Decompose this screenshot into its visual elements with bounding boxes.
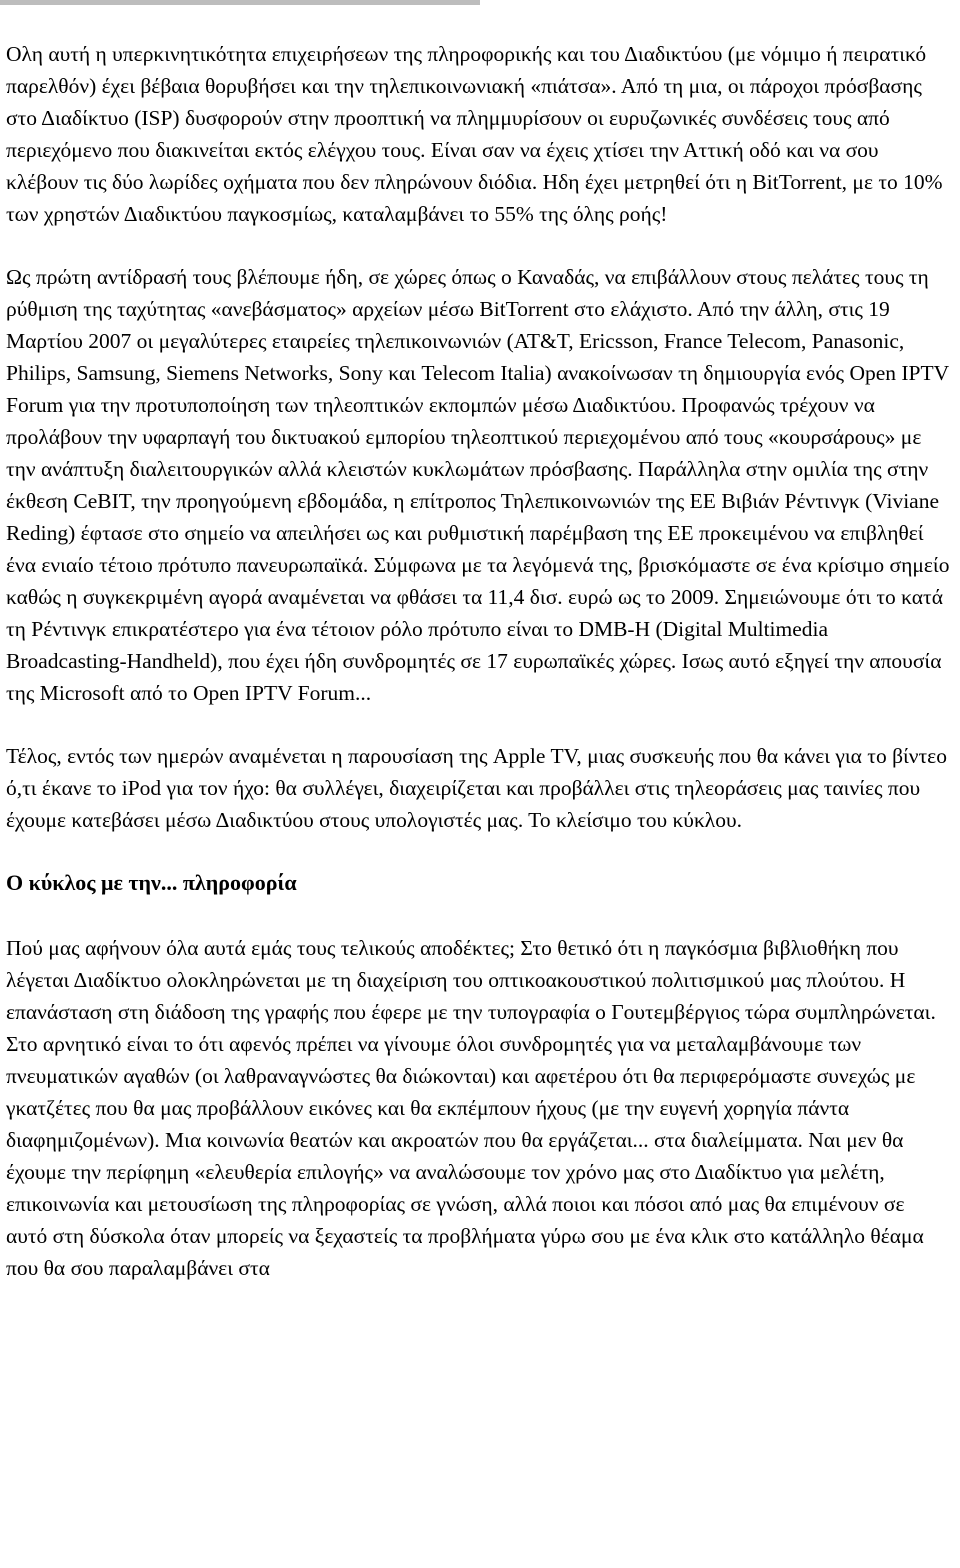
top-divider [0, 0, 480, 5]
document-body [6, 38, 950, 1315]
paragraph-information-cycle: Πού μας αφήνουν όλα αυτά εμάς τους τελικούς αποδέκτες; Στο θετικό ότι η παγκόσμια βιβλιοθήκη που λέγεται Διαδίκτυο ολοκληρώνεται με τη διαχείριση του οπτικοακουστικού πολιτισμικού μας πλούτου. Η επανάσταση στη διάδοση της γραφής που έφερε με την τυπογραφία ο Γουτεμβέργιος τώρα συμπληρώνεται. Στο αρνητικό είναι το ότι αφενός πρέπει να γίνουμε όλοι συνδρομητές για να μεταλαμβάνουμε των πνευματικών αγαθών (οι λαθραναγνώστες θα διώκονται) και αφετέρου ότι θα περιφερόμαστε συνεχώς με γκατζέτες που θα μας προβάλλουν εικόνες και θα εκπέμπουν ήχους (με την ευγενή χορηγία πάντα διαφημιζομένων). Μια κοινωνία θεατών και ακροατών που θα εργάζεται... στα διαλείμματα. Ναι μεν θα έχουμε την περίφημη «ελευθερία επιλογής» να αναλώσουμε τον χρόνο μας στο Διαδίκτυο για μελέτη, επικοινωνία και μετουσίωση της πληροφορίας σε γνώση, αλλά ποιοι και πόσοι από μας θα επιμένουν σε αυτό στη δύσκολα όταν μπορείς να ξεχαστείς τα προβλήματα γύρω σου με ένα κλικ στο κατάλληλο θέαμα που θα σου παραλαμβάνει στα [6, 936, 936, 1280]
paragraph-iptv-forum: Ως πρώτη αντίδρασή τους βλέπουμε ήδη, σε χώρες όπως ο Καναδάς, να επιβάλλουν στους πελάτες τους τη ρύθμιση της ταχύτητας «ανεβάσματος» αρχείων μέσω BitTorrent στο ελάχιστο. Από την άλλη, στις 19 Μαρτίου 2007 οι μεγαλύτερες εταιρείες τηλεπικοινωνιών (AT&T, Ericsson, France Telecom, Panasonic, Philips, Samsung, Siemens Networks, Sony και Telecom Italia) ανακοίνωσαν τη δημιουργία ενός Open IPTV Forum για την προτυποποίηση των τηλεοπτικών εκπομπών μέσω Διαδικτύου. Προφανώς τρέχουν να προλάβουν την υφαρπαγή του δικτυακού εμπορίου τηλεοπτικού περιεχομένου από τους «κουρσάρους» με την ανάπτυξη διαλειτουργικών αλλά κλειστών κυκλωμάτων πρόσβασης. Παράλληλα στην ομιλία της στην έκθεση CeBIT, την προηγούμενη εβδομάδα, η επίτροπος Τηλεπικοινωνιών της ΕΕ Βιβιάν Ρέντινγκ (Viviane Reding) έφτασε στο σημείο να απειλήσει ως και ρυθμιστική παρέμβαση της ΕΕ προκειμένου να επιβληθεί ένα ενιαίο τέτοιο πρότυπο πανευρωπαϊκά. Σύμφωνα με τα λεγόμενά της, βρισκόμαστε σε ένα κρίσιμο σημείο καθώς η συγκεκριμένη αγορά αναμένεται να φθάσει τα 11,4 δισ. ευρώ ως το 2009. Σημειώνουμε ότι το κατά τη Ρέντινγκ επικρατέστερο για ένα τέτοιον ρόλο πρότυπο είναι το DMB-H (Digital Multimedia Broadcasting-Handheld), που έχει ήδη συνδρομητές σε 17 ευρωπαϊκές χώρες. Ισως αυτό εξηγεί την απουσία της Microsoft από το Open IPTV Forum... [6, 265, 950, 705]
paragraph-isp: Ολη αυτή η υπερκινητικότητα επιχειρήσεων της πληροφορικής και του Διαδικτύου (με νόμιμο ή πειρατικό παρελθόν) έχει βέβαια θορυβήσει και την τηλεπικοινωνιακή «πιάτσα». Από τη μια, οι πάροχοι πρόσβασης στο Διαδίκτυο (ISP) δυσφορούν στην προοπτική να πλημμυρίσουν οι ευρυζωνικές συνδέσεις τους από περιεχόμενο που διακινείται εκτός ελέγχου τους. Είναι σαν να έχεις χτίσει την Αττική οδό και να σου κλέβουν τις δύο λωρίδες οχήματα που δεν πληρώνουν διόδια. Ηδη έχει μετρηθεί ότι η BitTorrent, με το 10% των χρηστών Διαδικτύου παγκοσμίως, καταλαμβάνει το 55% της όλης ροής! [6, 42, 943, 226]
paragraph-apple-tv: Τέλος, εντός των ημερών αναμένεται η παρουσίαση της Apple TV, μιας συσκευής που θα κάνει για το βίντεο ό,τι έκανε το iPod για τον ήχο: θα συλλέγει, διαχειρίζεται και προβάλλει στις τηλεοράσεις μας ταινίες που έχουμε κατεβάσει μέσω Διαδικτύου στους υπολογιστές μας. Το κλείσιμο του κύκλου. [6, 744, 947, 832]
section-heading: Ο κύκλος με την... πληροφορία [6, 870, 297, 895]
